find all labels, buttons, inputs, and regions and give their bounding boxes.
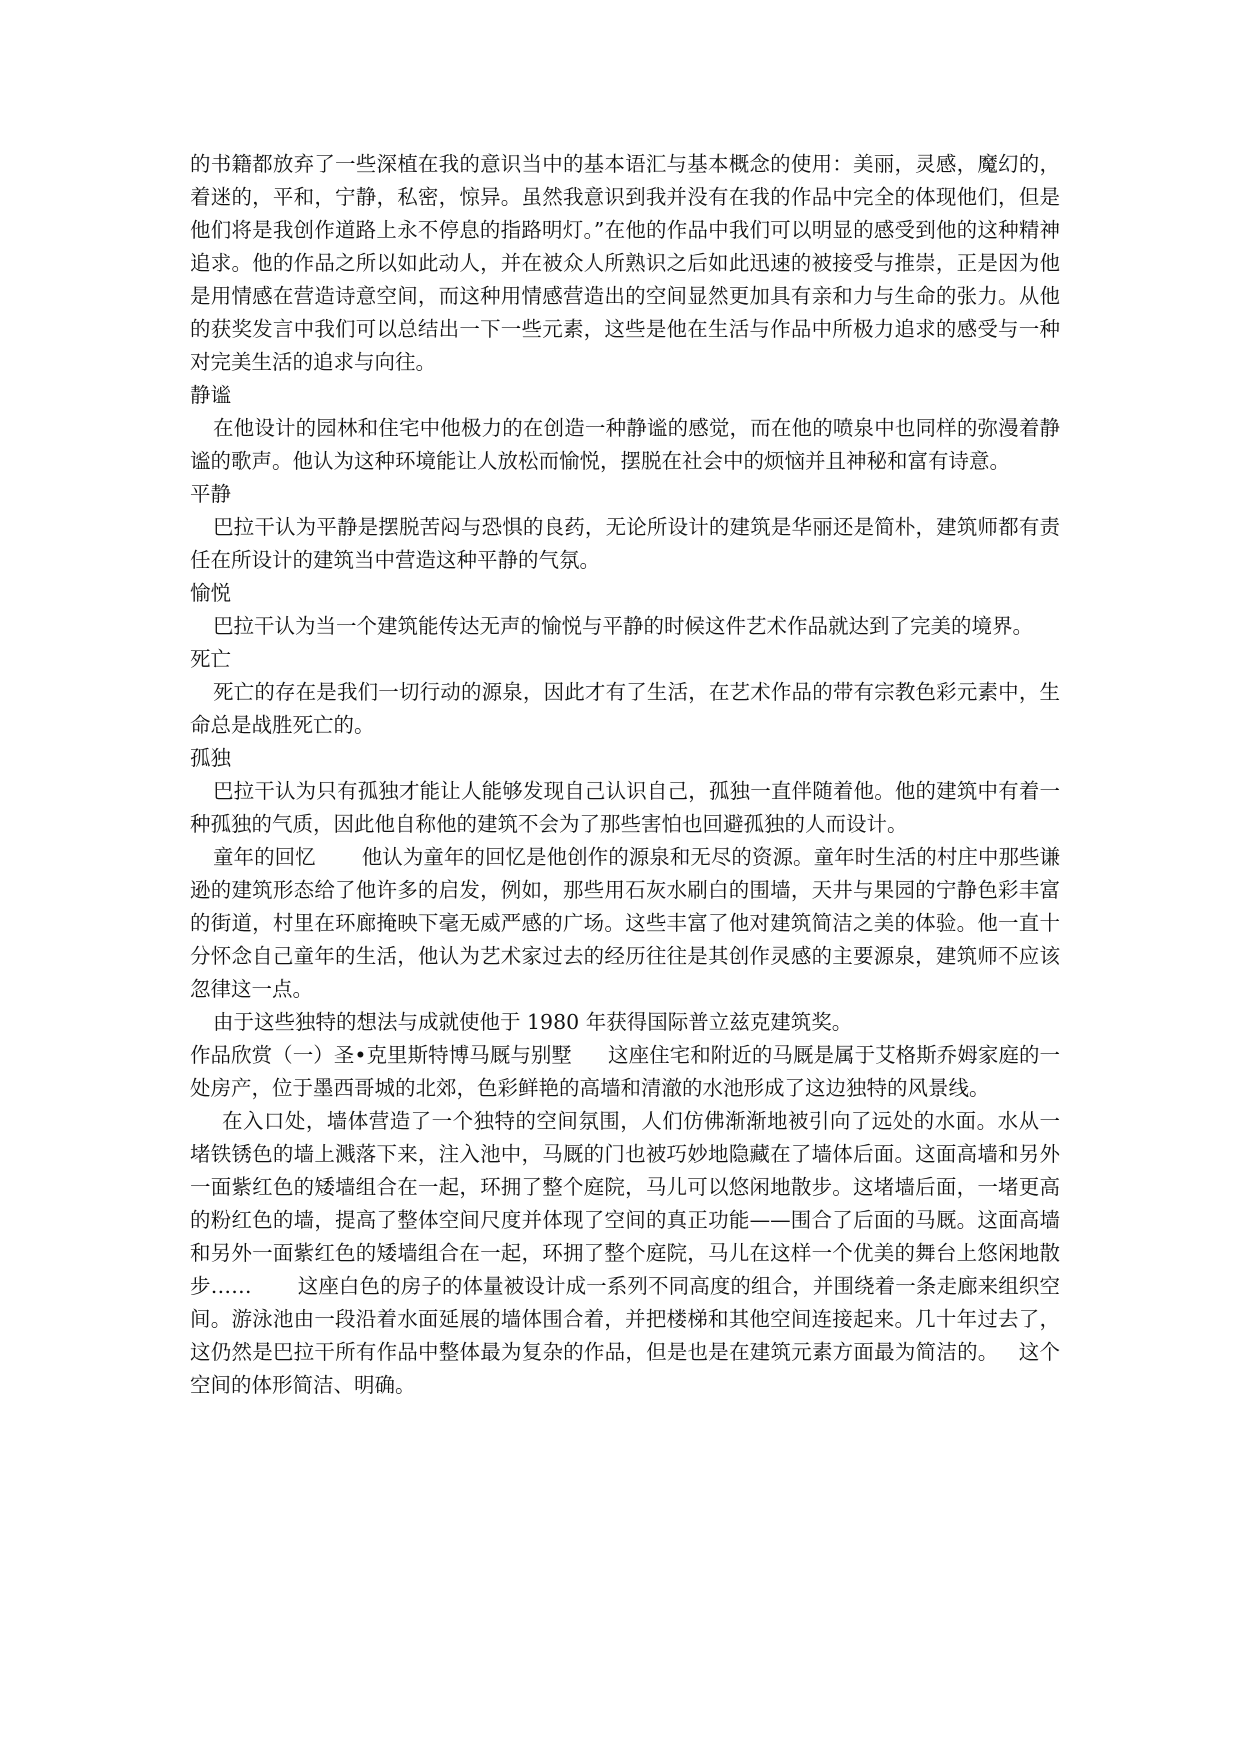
entrance-text: 在入口处，墙体营造了一个独特的空间氛围，人们仿佛渐渐地被引向了远处的水面。水从一堵铁锈色的墙上溅落下来，注入池中，马厩的门也被巧妙地隐藏在了墙体后面。这面高墙和另外一面紫红色的矮墙组合在一起，环拥了整个庭院，马儿可以悠闲地散步。这堵墙后面，一堵更高的粉红色的墙，提高了整体空间尺度并体现了空间的真正功能——围合了后面的马厩。这面高墙和另外一面紫红色的矮墙组合在一起，环拥了整个庭院，马儿在这样一个优美的舞台上悠闲地散步…… xyxy=(190,1109,1060,1298)
heading-yuyue: 愉悦 xyxy=(190,581,231,605)
paragraph-award: 由于这些独特的想法与成就使他于 1980 年获得国际普立兹克建筑奖。 xyxy=(213,1010,853,1034)
paragraph-works xyxy=(190,1039,1060,1105)
paragraph-yuyue: 巴拉干认为当一个建筑能传达无声的愉悦与平静的时候这件艺术作品就达到了完美的境界。 xyxy=(213,614,1033,638)
heading-jingmi: 静谧 xyxy=(190,383,231,407)
heading-childhood: 童年的回忆 xyxy=(213,845,316,869)
works-text: 这座住宅和附近的马厩是属于艾格斯乔姆家庭的一处房产，位于墨西哥城的北郊，色彩鲜艳的高墙和清澈的水池形成了这边独特的风景线。 xyxy=(190,1043,1061,1100)
heading-siwang: 死亡 xyxy=(190,647,231,671)
heading-pingjing: 平静 xyxy=(190,482,231,506)
house-text: 这座白色的房子的体量被设计成一系列不同高度的组合，并围绕着一条走廊来组织空间。游泳池由一段沿着水面延展的墙体围合着，并把楼梯和其他空间连接起来。几十年过去了，这仍然是巴拉干所有作品中整体最为复杂的作品，但是也是在建筑元素方面最为简洁的。 xyxy=(190,1274,1061,1364)
last-text: 这个空间的体形简洁、明确。 xyxy=(190,1340,1061,1397)
paragraph-entrance xyxy=(190,1105,1060,1402)
paragraph-jingmi: 在他设计的园林和住宅中他极力的在创造一种静谧的感觉，而在他的喷泉中也同样的弥漫着静谧的歌声。他认为这种环境能让人放松而愉悦，摆脱在社会中的烦恼并且神秘和富有诗意。 xyxy=(190,416,1060,473)
paragraph-gudu: 巴拉干认为只有孤独才能让人能够发现自己认识自己，孤独一直伴随着他。他的建筑中有着一种孤独的气质，因此他自称他的建筑不会为了那些害怕也回避孤独的人而设计。 xyxy=(190,779,1060,836)
paragraph-pingjing: 巴拉干认为平静是摆脱苦闷与恐惧的良药，无论所设计的建筑是华丽还是简朴，建筑师都有责任在所设计的建筑当中营造这种平静的气氛。 xyxy=(190,515,1060,572)
paragraph-childhood xyxy=(190,841,1060,1006)
paragraph-intro: 的书籍都放弃了一些深植在我的意识当中的基本语汇与基本概念的使用：美丽，灵感，魔幻的，着迷的，平和，宁静，私密，惊异。虽然我意识到我并没有在我的作品中完全的体现他们，但是他们将是我创作道路上永不停息的指路明灯。”在他的作品中我们可以明显的感受到他的这种精神追求。他的作品之所以如此动人，并在被众人所熟识之后如此迅速的被接受与推崇，正是因为他是用情感在营造诗意空间，而这种用情感营造出的空间显然更加具有亲和力与生命的张力。从他的获奖发言中我们可以总结出一下一些元素，这些是他在生活与作品中所极力追求的感受与一种对完美生活的追求与向往。 xyxy=(190,152,1060,374)
paragraph-siwang: 死亡的存在是我们一切行动的源泉，因此才有了生活，在艺术作品的带有宗教色彩元素中，生命总是战胜死亡的。 xyxy=(190,680,1060,737)
childhood-text: 他认为童年的回忆是他创作的源泉和无尽的资源。童年时生活的村庄中那些谦逊的建筑形态给了他许多的启发，例如，那些用石灰水刷白的围墙，天井与果园的宁静色彩丰富的街道，村里在环廊掩映下毫无威严感的广场。这些丰富了他对建筑简洁之美的体验。他一直十分怀念自己童年的生活，他认为艺术家过去的经历往往是其创作灵感的主要源泉，建筑师不应该忽律这一点。 xyxy=(190,845,1061,1001)
heading-gudu: 孤独 xyxy=(190,746,231,770)
heading-works: 作品欣赏（一）圣•克里斯特博马厩与别墅 xyxy=(190,1043,572,1067)
document-page xyxy=(190,148,1060,1402)
